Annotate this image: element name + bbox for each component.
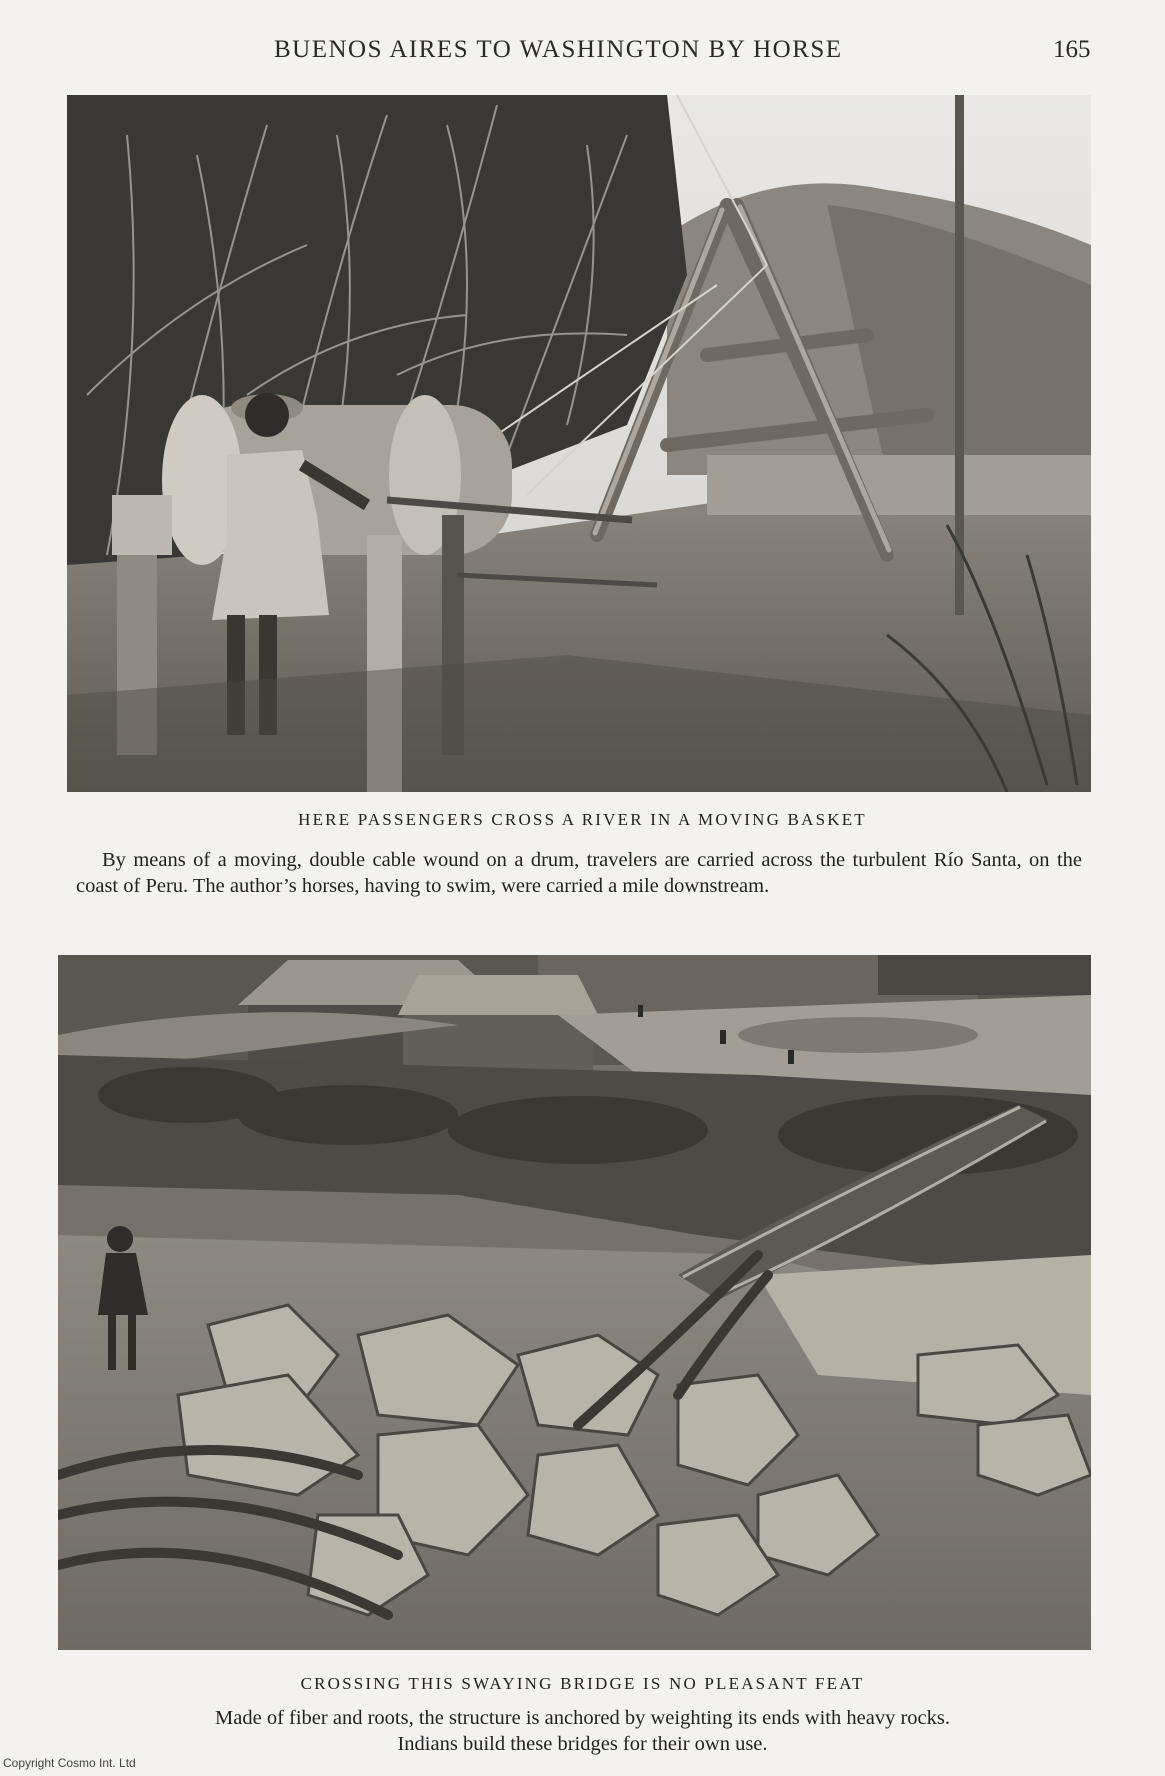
figure-1-caption-body: By means of a moving, double cable wound on a drum, travelers are carried across the turbulent Río Santa, on the coast of Peru. The author’s horses, having to swim, were carried a mile downstream.	[76, 849, 1082, 897]
figure-2-caption-line-2: Indians build these bridges for their own use.	[397, 1733, 768, 1755]
figure-2-caption-line-1: Made of fiber and roots, the structure is anchored by weighting its ends with heavy rocks.	[215, 1707, 950, 1729]
copyright-notice: Copyright Cosmo Int. Ltd	[3, 1756, 136, 1770]
running-title: BUENOS AIRES TO WASHINGTON BY HORSE	[274, 36, 843, 63]
figure-1-caption-title: HERE PASSENGERS CROSS A RIVER IN A MOVING BASKET	[298, 810, 867, 829]
page-number: 165	[1053, 36, 1091, 63]
figure-2-caption-text	[60, 1705, 1105, 1757]
figure-2-caption-title: CROSSING THIS SWAYING BRIDGE IS NO PLEASANT FEAT	[300, 1674, 865, 1693]
running-head	[0, 36, 1165, 66]
photo-river-basket-drum	[67, 95, 1091, 792]
figure-1-caption-text	[76, 847, 1082, 899]
photo-swaying-bridge	[58, 955, 1091, 1650]
